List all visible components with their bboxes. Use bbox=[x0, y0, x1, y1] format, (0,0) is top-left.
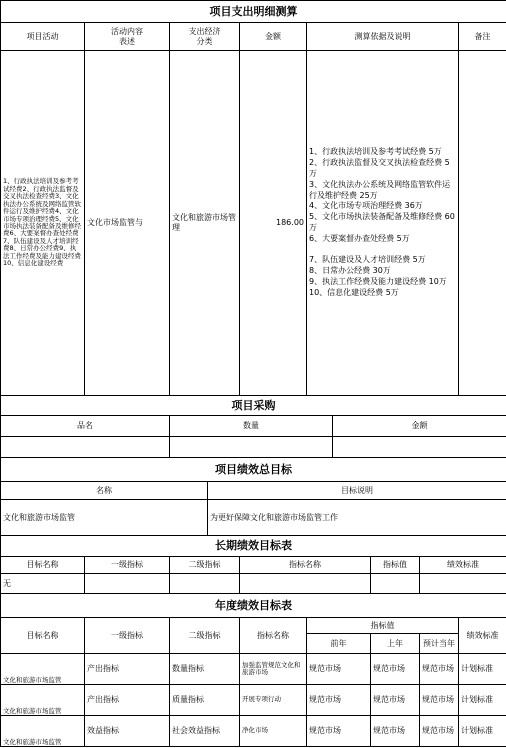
annual-prev-cell: 规范市场 bbox=[307, 685, 371, 716]
annual-standard-cell: 计划标准 bbox=[459, 654, 506, 685]
annual-row bbox=[1, 716, 506, 747]
performance-section-title: 项目绩效总目标 bbox=[1, 458, 506, 482]
annual-prev-cell: 规范市场 bbox=[307, 654, 371, 685]
expense-content-cell: 文化市场监管与 bbox=[85, 51, 170, 396]
annual-expected-cell: 规范市场 bbox=[420, 654, 459, 685]
longterm-level1-cell bbox=[85, 574, 170, 594]
annual-header-last-year: 上年 bbox=[371, 634, 420, 654]
annual-standard-cell: 计划标准 bbox=[459, 685, 506, 716]
expense-amount-cell: 186.00 bbox=[240, 51, 307, 396]
expense-header-basis: 测算依据及说明 bbox=[307, 23, 459, 51]
annual-header-level1: 一级指标 bbox=[85, 618, 170, 654]
annual-header-prev-year: 前年 bbox=[307, 634, 371, 654]
performance-description-cell: 为更好保障文化和旅游市场监管工作 bbox=[208, 500, 506, 536]
longterm-header-name: 目标名称 bbox=[1, 557, 85, 574]
longterm-standard-cell bbox=[420, 574, 506, 594]
procurement-header-item: 品名 bbox=[1, 416, 170, 437]
annual-standard-cell: 计划标准 bbox=[459, 716, 506, 747]
expense-note-cell bbox=[459, 51, 506, 396]
longterm-section-title: 长期绩效目标表 bbox=[1, 536, 506, 557]
longterm-value-cell bbox=[371, 574, 420, 594]
annual-row bbox=[1, 685, 506, 716]
annual-header-name: 目标名称 bbox=[1, 618, 85, 654]
procurement-amount-cell bbox=[333, 437, 506, 458]
longterm-header-level1: 一级指标 bbox=[85, 557, 170, 574]
annual-name-cell: 文化和旅游市场监管 bbox=[1, 685, 85, 716]
expense-activity-cell: 1、行政执法培训及参考考试经费2、行政执法监督及交叉执法检查经费3、文化执法办公系统及网络监管软件运行及维护经费4、文化市场专项治理经费5、文化市场执法装备配备及维修经费6、大要案督办查处经费7、队伍建设及人才培训经费8、日常办公经费9、执法工作经费及能力建设经费10、信息化建设经费 bbox=[1, 51, 85, 396]
expense-header-content: 活动内容 表述 bbox=[85, 23, 170, 51]
performance-name-cell: 文化和旅游市场监管 bbox=[1, 500, 208, 536]
procurement-item-cell bbox=[1, 437, 170, 458]
longterm-header-standard: 绩效标准 bbox=[420, 557, 506, 574]
expense-header-activity: 项目活动 bbox=[1, 23, 85, 51]
longterm-header-level2: 二级指标 bbox=[170, 557, 240, 574]
annual-row bbox=[1, 654, 506, 685]
expense-basis-cell: 1、行政执法培训及参考考试经费 5万 2、行政执法监督及交叉执法检查经费 5万 3、文化执法办公系统及网络监管软件运行及维护经费 25万 4、文化市场专项治理经费 36万 5、文化市场执法装备配备及维修经费 60万 6、大要案督办查处经费 5万 7、队伍建设及人才培训经费 5万 8、日常办公经费 30万 9、执法工作经费及能力建设经费 10万 10、信息化建设经费 5万 bbox=[307, 51, 459, 396]
procurement-section-title: 项目采购 bbox=[1, 396, 506, 416]
annual-last-cell: 规范市场 bbox=[371, 716, 420, 747]
annual-name-cell: 文化和旅游市场监管 bbox=[1, 716, 85, 747]
procurement-header-amount: 金额 bbox=[333, 416, 506, 437]
annual-name-cell: 文化和旅游市场监管 bbox=[1, 654, 85, 685]
expense-header-amount: 金额 bbox=[240, 23, 307, 51]
expense-header-category: 支出经济 分类 bbox=[170, 23, 240, 51]
longterm-header-value: 指标值 bbox=[371, 557, 420, 574]
expense-header-note: 备注 bbox=[459, 23, 506, 51]
longterm-level2-cell bbox=[170, 574, 240, 594]
procurement-quantity-cell bbox=[170, 437, 333, 458]
annual-header-standard: 绩效标准 bbox=[459, 618, 506, 654]
performance-header-description: 目标说明 bbox=[208, 482, 506, 500]
longterm-indicator-cell bbox=[240, 574, 371, 594]
annual-indicator-cell: 加强监管规范文化和旅游市场 bbox=[240, 654, 307, 685]
annual-prev-cell: 规范市场 bbox=[307, 716, 371, 747]
annual-header-value-group: 指标值 bbox=[307, 618, 459, 634]
annual-last-cell: 规范市场 bbox=[371, 654, 420, 685]
annual-expected-cell: 规范市场 bbox=[420, 716, 459, 747]
annual-level1-cell: 产出指标 bbox=[85, 685, 170, 716]
annual-indicator-cell: 净化市场 bbox=[240, 716, 307, 747]
expense-category-cell: 文化和旅游市场管理 bbox=[170, 51, 240, 396]
annual-expected-cell: 规范市场 bbox=[420, 685, 459, 716]
procurement-header-quantity: 数量 bbox=[170, 416, 333, 437]
annual-level2-cell: 数量指标 bbox=[170, 654, 240, 685]
performance-header-name: 名称 bbox=[1, 482, 208, 500]
annual-header-level2: 二级指标 bbox=[170, 618, 240, 654]
longterm-name-cell: 无 bbox=[1, 574, 85, 594]
longterm-header-indicator: 指标名称 bbox=[240, 557, 371, 574]
annual-level1-cell: 产出指标 bbox=[85, 654, 170, 685]
annual-header-indicator: 指标名称 bbox=[240, 618, 307, 654]
annual-level2-cell: 质量指标 bbox=[170, 685, 240, 716]
expense-section-title: 项目支出明细测算 bbox=[1, 1, 506, 23]
annual-indicator-cell: 开展专项行动 bbox=[240, 685, 307, 716]
annual-level1-cell: 效益指标 bbox=[85, 716, 170, 747]
annual-header-expected: 预计当年 bbox=[420, 634, 459, 654]
annual-section-title: 年度绩效目标表 bbox=[1, 594, 506, 618]
annual-last-cell: 规范市场 bbox=[371, 685, 420, 716]
annual-level2-cell: 社会效益指标 bbox=[170, 716, 240, 747]
